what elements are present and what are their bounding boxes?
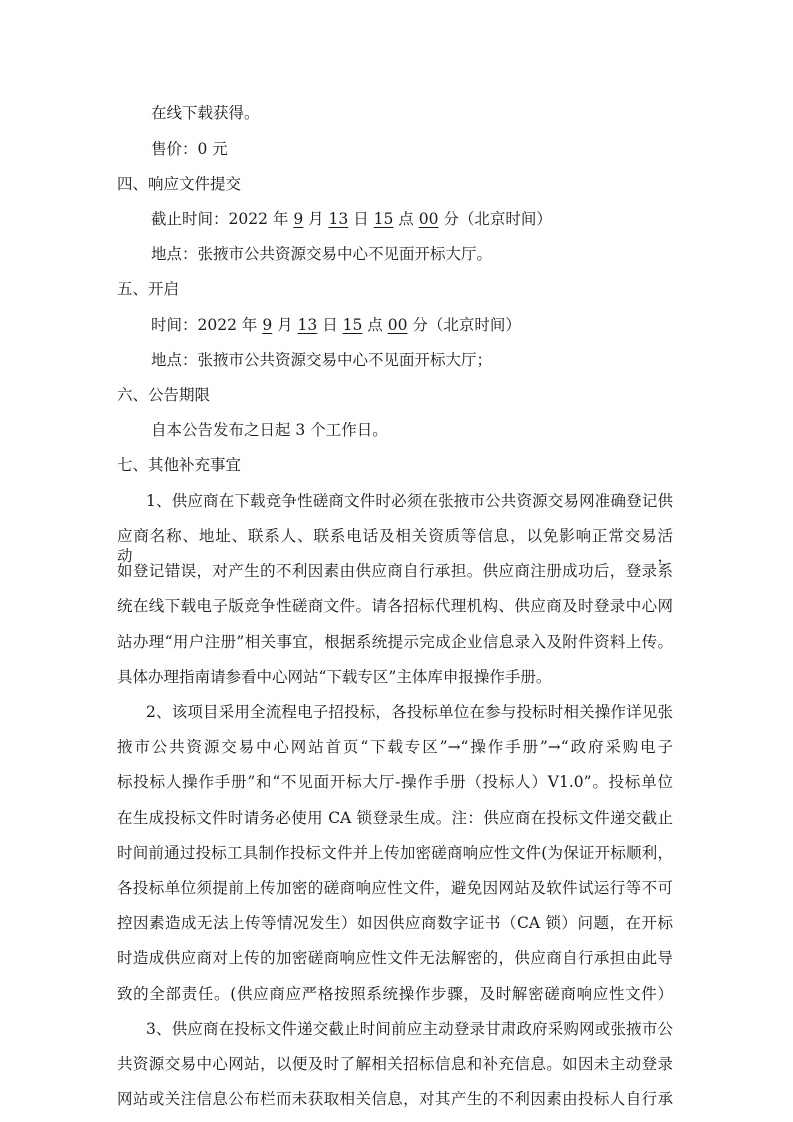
opening-time-line — [151, 315, 521, 335]
paragraph-2-line: 各投标单位须提前上传加密的磋商响应性文件，避免因网站及软件试运行等不可 — [117, 879, 673, 897]
opening-location-line: 地点：张掖市公共资源交易中心不见面开标大厅； — [151, 351, 493, 369]
section-heading-other-matters: 七、其他补充事宜 — [117, 456, 242, 474]
deadline-day: 13 — [328, 210, 349, 228]
deadline-location-line: 地点：张掖市公共资源交易中心不见面开标大厅。 — [151, 245, 493, 263]
paragraph-1-line: 应商名称、地址、联系人、联系电话及相关资质等信息，以免影响正常交易活动， — [117, 527, 673, 565]
paragraph-2-line: 掖市公共资源交易中心网站首页“下载专区”→“操作手册”→“政府采购电子 — [117, 738, 673, 756]
paragraph-3-line: 共资源交易中心网站，以便及时了解相关招标信息和补充信息。如因未主动登录 — [117, 1055, 673, 1073]
opening-hour-unit: 点 — [362, 316, 388, 334]
paragraph-3-line: 网站或关注信息公布栏而未获取相关信息，对其产生的不利因素由投标人自行承 — [117, 1090, 673, 1108]
deadline-month: 9 — [293, 210, 304, 228]
deadline-line — [151, 209, 552, 229]
opening-month-unit: 月 — [272, 316, 298, 334]
paragraph-1-line: 站办理“用户注册”相关事宜，根据系统提示完成企业信息录入及附件资料上传。 — [117, 633, 673, 651]
deadline-minute-unit: 分（北京时间） — [438, 210, 552, 228]
deadline-month-unit: 月 — [303, 210, 329, 228]
deadline-day-unit: 日 — [348, 210, 374, 228]
opening-month: 9 — [262, 316, 273, 334]
opening-minute-unit: 分（北京时间） — [407, 316, 521, 334]
opening-day: 13 — [297, 316, 318, 334]
paragraph-2-line: 致的全部责任。(供应商应严格按照系统操作步骤，及时解密磋商响应性文件） — [117, 985, 673, 1003]
section-heading-opening: 五、开启 — [117, 280, 180, 298]
deadline-label: 截止时间：2022 年 — [151, 210, 294, 228]
paragraph-1-line: 如登记错误，对产生的不利因素由供应商自行承担。供应商注册成功后，登录系 — [117, 562, 673, 580]
paragraph-3-line: 3、供应商在投标文件递交截止时间前应主动登录甘肃政府采购网或张掖市公 — [146, 1020, 673, 1038]
opening-time-label: 时间：2022 年 — [151, 316, 263, 334]
paragraph-2-line: 控因素造成无法上传等情况发生）如因供应商数字证书（CA 锁）问题，在开标 — [117, 914, 673, 932]
deadline-hour: 15 — [373, 210, 394, 228]
paragraph-2-line: 2、该项目采用全流程电子招投标，各投标单位在参与投标时相关操作详见张 — [146, 703, 673, 721]
price-line: 售价：0 元 — [151, 140, 228, 158]
paragraph-1-line: 具体办理指南请参看中心网站“下载专区”主体库申报操作手册。 — [117, 668, 552, 686]
paragraph-2-line: 时间前通过投标工具制作投标文件并上传加密磋商响应性文件(为保证开标顺利， — [117, 844, 673, 862]
opening-minute: 00 — [387, 316, 408, 334]
section-heading-response-submission: 四、响应文件提交 — [117, 175, 242, 193]
deadline-hour-unit: 点 — [393, 210, 419, 228]
paragraph-2-line: 标投标人操作手册”和“不见面开标大厅-操作手册（投标人）V1.0”。投标单位 — [117, 773, 673, 791]
text-line: 在线下载获得。 — [151, 104, 260, 122]
paragraph-2-line: 时造成供应商对上传的加密磋商响应性文件无法解密的，供应商自行承担由此导 — [117, 949, 673, 967]
paragraph-1-line: 统在线下载电子版竞争性磋商文件。请各招标代理机构、供应商及时登录中心网 — [117, 597, 673, 615]
deadline-minute: 00 — [418, 210, 439, 228]
paragraph-1-line: 1、供应商在下载竞争性磋商文件时必须在张掖市公共资源交易网准确登记供 — [146, 492, 673, 510]
opening-day-unit: 日 — [317, 316, 343, 334]
paragraph-2-line: 在生成投标文件时请务必使用 CA 锁登录生成。注：供应商在投标文件递交截止 — [117, 809, 673, 827]
opening-hour: 15 — [342, 316, 363, 334]
announcement-period-line: 自本公告发布之日起 3 个工作日。 — [151, 421, 388, 439]
section-heading-announcement-period: 六、公告期限 — [117, 386, 211, 404]
